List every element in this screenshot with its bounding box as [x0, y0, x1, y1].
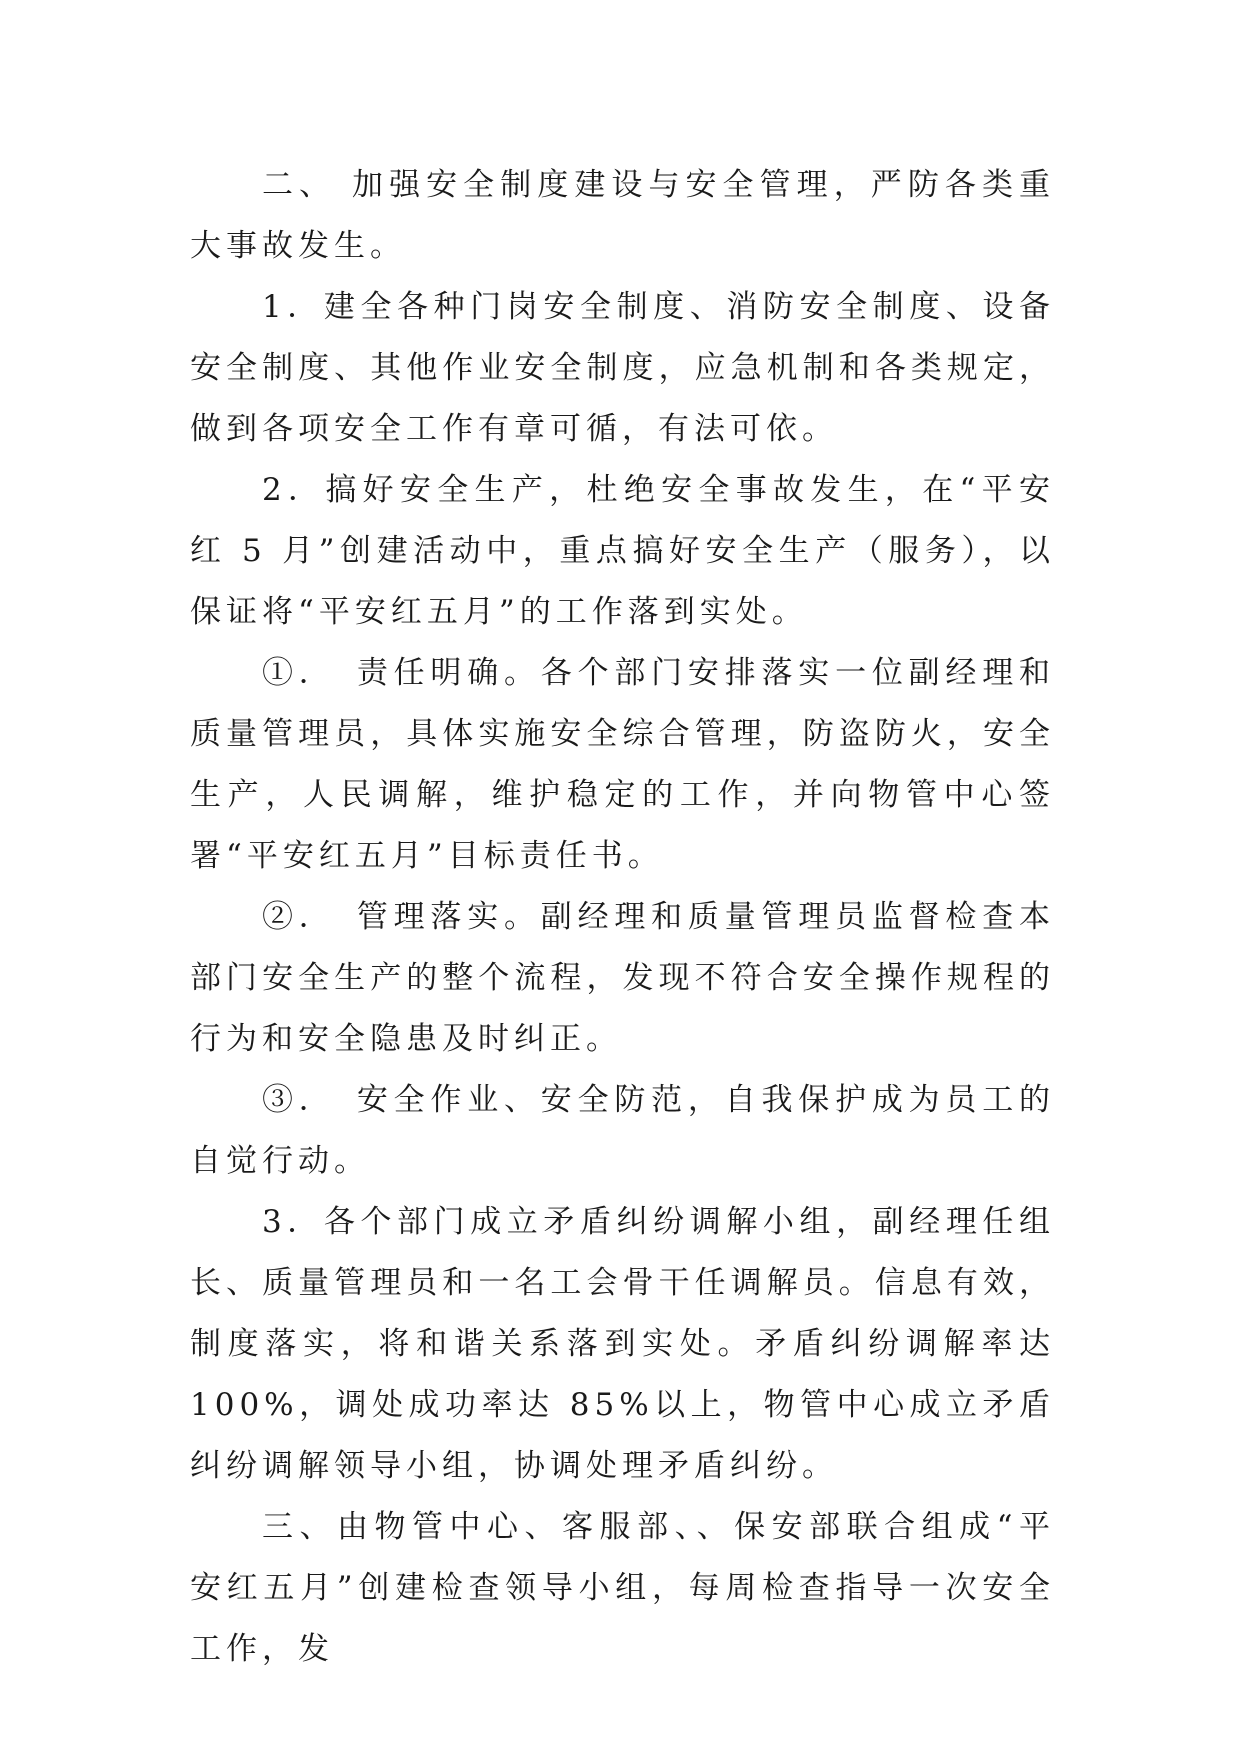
paragraph-subitem-2: ②． 管理落实。副经理和质量管理员监督检查本部门安全生产的整个流程，发现不符合安全操作规程的行为和安全隐患及时纠正。 — [190, 899, 1055, 1057]
document-body — [190, 155, 1055, 1680]
paragraph-item-1: 1．建全各种门岗安全制度、消防安全制度、设备安全制度、其他作业安全制度，应急机制和各类规定，做到各项安全工作有章可循，有法可依。 — [190, 289, 1055, 447]
paragraph-item-3: 3．各个部门成立矛盾纠纷调解小组，副经理任组长、质量管理员和一名工会骨干任调解员。信息有效，制度落实，将和谐关系落到实处。矛盾纠纷调解率达 100%，调处成功率达 85%以上，物管中心成立矛盾纠纷调解领导小组，协调处理矛盾纠纷。 — [190, 1204, 1055, 1484]
section-heading-three: 三、由物管中心、客服部、、保安部联合组成“平安红五月”创建检查领导小组，每周检查指导一次安全工作，发 — [190, 1509, 1055, 1667]
paragraph-subitem-1: ①． 责任明确。各个部门安排落实一位副经理和质量管理员，具体实施安全综合管理，防盗防火，安全生产，人民调解，维护稳定的工作，并向物管中心签署“平安红五月”目标责任书。 — [190, 655, 1055, 874]
paragraph-subitem-3: ③． 安全作业、安全防范，自我保护成为员工的自觉行动。 — [190, 1082, 1055, 1179]
section-heading-two: 二、 加强安全制度建设与安全管理，严防各类重大事故发生。 — [190, 167, 1055, 264]
paragraph-item-2: 2．搞好安全生产，杜绝安全事故发生，在“平安红 5 月”创建活动中，重点搞好安全生产（服务），以保证将“平安红五月”的工作落到实处。 — [190, 472, 1055, 630]
